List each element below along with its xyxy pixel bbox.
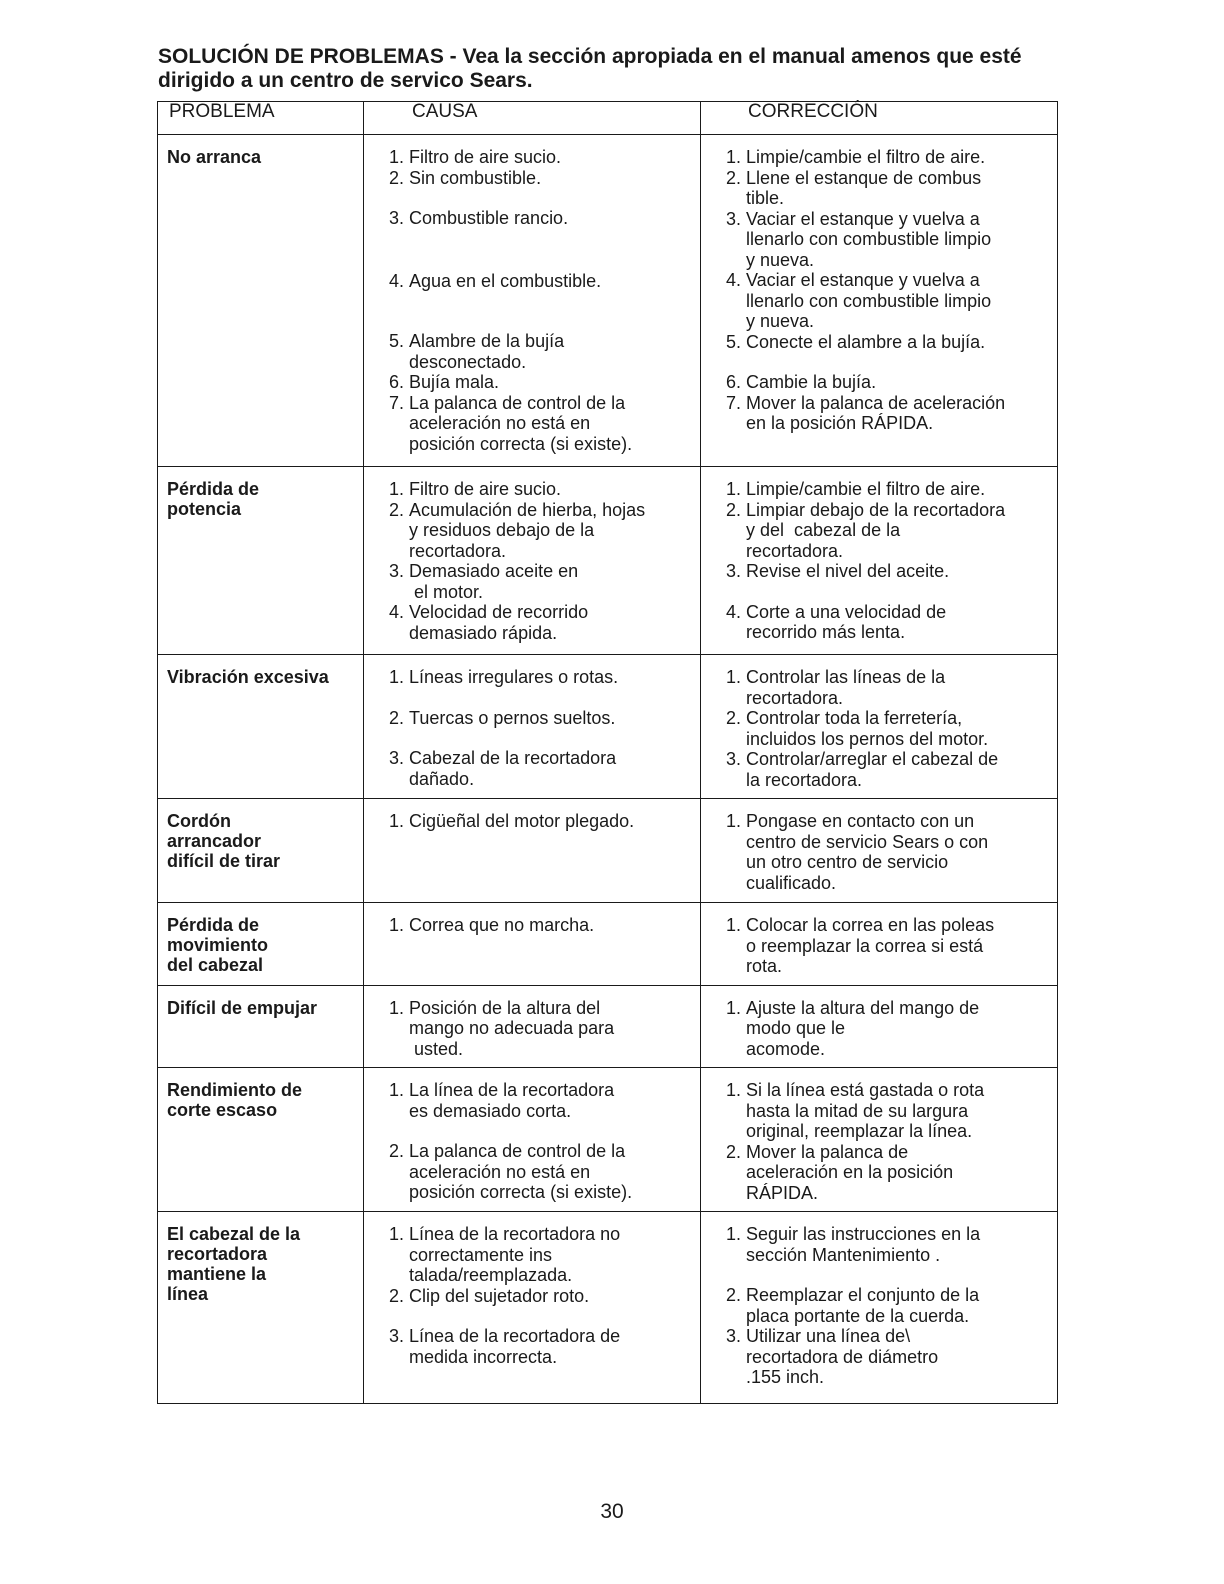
list-item <box>701 1080 1051 1142</box>
item-text <box>746 500 1051 562</box>
correction-cell <box>701 903 1058 986</box>
item-number: 3. <box>725 749 741 769</box>
list-item <box>701 168 1051 209</box>
list-item <box>364 147 694 168</box>
item-text <box>746 372 1051 393</box>
list-item <box>701 147 1051 168</box>
item-text <box>746 168 1051 209</box>
item-text <box>746 667 1051 708</box>
item-number: 2. <box>725 1285 741 1305</box>
item-line: Controlar las líneas de la <box>746 667 946 687</box>
list-item <box>364 748 694 789</box>
item-number: 1. <box>725 147 741 167</box>
page-title: SOLUCIÓN DE PROBLEMAS - Vea la sección apropiada en el manual amenos que esté dirigido a un centro de servico Sears. <box>158 45 1022 92</box>
item-number: 1. <box>388 1224 404 1244</box>
item-line: Alambre de la bujía <box>409 331 565 351</box>
item-number: 4. <box>388 270 404 291</box>
item-text <box>409 1326 694 1367</box>
item-line: y del cabezal de la <box>746 520 901 540</box>
item-line: La línea de la recortadora <box>409 1080 615 1100</box>
table-row <box>158 903 1058 986</box>
item-line: mango no adecuada para <box>409 1018 615 1038</box>
item-text <box>746 1224 1051 1265</box>
list-item <box>701 708 1051 749</box>
item-number: 1. <box>725 1224 741 1244</box>
list-item <box>701 479 1051 500</box>
problem-cell <box>158 1068 364 1212</box>
item-text <box>409 602 694 643</box>
list-item <box>364 708 694 729</box>
item-number: 1. <box>725 667 741 687</box>
item-text <box>409 147 694 168</box>
item-line: y nueva. <box>746 249 815 270</box>
item-line: Mover la palanca de <box>746 1141 909 1162</box>
item-text <box>409 1080 694 1121</box>
cause-cell <box>364 467 701 655</box>
list-item <box>364 811 694 832</box>
item-number: 7. <box>388 392 404 413</box>
item-line: Posición de la altura del <box>409 997 601 1018</box>
item-number: 3. <box>725 1326 741 1346</box>
problem-cell <box>158 467 364 655</box>
item-line: y residuos debajo de la <box>409 520 595 540</box>
item-line: posición correcta (si existe). <box>409 433 633 454</box>
item-line: Reemplazar el conjunto de la <box>746 1285 980 1305</box>
item-number: 6. <box>725 372 741 392</box>
item-text <box>409 998 694 1060</box>
list-item <box>364 602 694 643</box>
item-line: Ajuste la altura del mango de <box>746 997 980 1018</box>
item-line: sección Mantenimiento . <box>746 1244 941 1265</box>
troubleshooting-table <box>157 101 1058 1404</box>
list-item <box>364 1326 694 1367</box>
item-line: Tuercas o pernos sueltos. <box>409 707 616 728</box>
item-line: Controlar toda la ferretería, <box>746 708 963 728</box>
list-item <box>364 1141 694 1203</box>
list-item <box>701 393 1051 434</box>
list-item <box>364 393 694 455</box>
item-line: incluidos los pernos del motor. <box>746 728 989 749</box>
item-text <box>409 500 694 562</box>
cause-cell <box>364 799 701 903</box>
list-item <box>364 667 694 688</box>
page-number: 30 <box>600 1500 624 1523</box>
item-line: Línea de la recortadora no <box>409 1224 621 1244</box>
list-item <box>701 667 1051 708</box>
item-line: La palanca de control de la <box>409 1141 626 1161</box>
item-text <box>409 748 694 789</box>
item-number: 2. <box>388 499 404 520</box>
list-item <box>701 1326 1051 1388</box>
item-line: Filtro de aire sucio. <box>409 147 562 167</box>
item-text <box>409 708 694 729</box>
table-row <box>158 985 1058 1068</box>
item-line: recortadora. <box>746 687 844 708</box>
item-line: Líneas irregulares o rotas. <box>409 667 619 687</box>
correction-cell <box>701 467 1058 655</box>
header-correccion: CORRECCIÓN <box>701 102 1058 135</box>
item-text <box>409 372 694 393</box>
correction-cell <box>701 1068 1058 1212</box>
item-number: 4. <box>388 602 404 622</box>
item-number: 1. <box>388 997 404 1018</box>
item-line: medida incorrecta. <box>409 1346 558 1367</box>
item-number: 2. <box>725 167 741 188</box>
list-item <box>701 372 1051 393</box>
cause-cell <box>364 1068 701 1212</box>
list-item <box>701 561 1051 582</box>
item-line: aceleración en la posición <box>746 1162 954 1182</box>
item-line: Mover la palanca de aceleración <box>746 392 1006 413</box>
item-line: Limpie/cambie el filtro de aire. <box>746 147 986 167</box>
problem-cell <box>158 135 364 467</box>
list-item <box>701 1285 1051 1326</box>
item-number: 1. <box>388 811 404 831</box>
item-text <box>746 209 1051 271</box>
item-number: 2. <box>725 708 741 728</box>
item-line: usted. <box>409 1038 464 1059</box>
item-line: el motor. <box>409 581 484 602</box>
item-text <box>409 208 694 229</box>
item-line: Agua en el combustible. <box>409 270 602 291</box>
problem-cell <box>158 799 364 903</box>
header-causa: CAUSA <box>364 102 701 135</box>
correction-cell <box>701 799 1058 903</box>
table-body <box>158 135 1058 1404</box>
cause-cell <box>364 1212 701 1404</box>
problem-cell <box>158 903 364 986</box>
item-number: 1. <box>725 997 741 1018</box>
correction-cell <box>701 1212 1058 1404</box>
item-line: Si la línea está gastada o rota <box>746 1080 985 1100</box>
item-number: 3. <box>725 208 741 229</box>
item-line: Línea de la recortadora de <box>409 1326 621 1346</box>
item-line: Seguir las instrucciones en la <box>746 1224 981 1244</box>
item-line: la recortadora. <box>746 769 863 790</box>
item-line: es demasiado corta. <box>409 1100 572 1121</box>
item-number: 1. <box>388 1080 404 1100</box>
item-line: .155 inch. <box>746 1367 825 1387</box>
list-item <box>364 271 694 292</box>
item-line: en la posición RÁPIDA. <box>746 413 934 433</box>
item-text <box>409 168 694 189</box>
item-text <box>409 1141 694 1203</box>
item-line: Sin combustible. <box>409 167 542 188</box>
item-line: Colocar la correa en las poleas <box>746 915 995 935</box>
item-text <box>746 1080 1051 1142</box>
item-line: cualificado. <box>746 872 837 893</box>
list-item <box>364 331 694 372</box>
item-text <box>746 811 1051 893</box>
correction-cell <box>701 135 1058 467</box>
item-line: llenarlo con combustible limpio <box>746 229 992 249</box>
problem-line: difícil de tirar <box>167 851 281 871</box>
list-item <box>701 332 1051 353</box>
list-item <box>701 500 1051 562</box>
item-text <box>746 708 1051 749</box>
item-line: dañado. <box>409 768 475 789</box>
item-line: un otro centro de servicio <box>746 852 949 872</box>
item-text <box>409 915 694 936</box>
item-line: tible. <box>746 188 785 208</box>
item-text <box>409 667 694 688</box>
problem-line: El cabezal de la <box>167 1224 301 1244</box>
item-text <box>409 331 694 372</box>
item-line: recortadora. <box>746 540 844 561</box>
item-text <box>409 479 694 500</box>
item-text <box>746 393 1051 434</box>
list-item <box>701 602 1051 643</box>
table-row <box>158 135 1058 467</box>
item-text <box>409 561 694 602</box>
item-text <box>746 998 1051 1060</box>
item-line: hasta la mitad de su largura <box>746 1100 969 1121</box>
list-item <box>364 915 694 936</box>
problem-cell <box>158 655 364 799</box>
item-number: 2. <box>388 167 404 188</box>
list-item <box>364 1286 694 1307</box>
item-line: desconectado. <box>409 351 527 372</box>
item-number: 1. <box>725 811 741 831</box>
list-item <box>701 1142 1051 1204</box>
item-line: Cigüeñal del motor plegado. <box>409 811 635 831</box>
item-number: 7. <box>725 392 741 413</box>
item-number: 3. <box>725 561 741 581</box>
item-line: llenarlo con combustible limpio <box>746 290 992 311</box>
item-line: Limpiar debajo de la recortadora <box>746 499 1006 520</box>
item-number: 3. <box>388 1326 404 1346</box>
problem-line: No arranca <box>167 147 262 167</box>
item-line: rota. <box>746 956 783 976</box>
item-text <box>746 270 1051 332</box>
problem-line: arrancador <box>167 831 262 851</box>
item-line: Correa que no marcha. <box>409 915 595 935</box>
item-line: o reemplazar la correa si está <box>746 935 984 956</box>
list-item <box>364 998 694 1060</box>
cause-cell <box>364 135 701 467</box>
problem-line: movimiento <box>167 935 269 955</box>
item-text <box>746 332 1051 353</box>
item-line: modo que le <box>746 1018 846 1038</box>
item-line: RÁPIDA. <box>746 1182 819 1203</box>
item-line: acomode. <box>746 1038 826 1059</box>
item-line: recorrido más lenta. <box>746 622 906 642</box>
item-line: y nueva. <box>746 311 815 331</box>
item-number: 1. <box>725 1080 741 1100</box>
problem-line: recortadora <box>167 1244 268 1264</box>
problem-line: Vibración excesiva <box>167 667 329 687</box>
item-line: Corte a una velocidad de <box>746 601 947 622</box>
item-number: 5. <box>725 331 741 352</box>
problem-line: mantiene la <box>167 1264 267 1284</box>
item-number: 1. <box>725 915 741 935</box>
item-line: recortadora. <box>409 540 507 561</box>
table-row <box>158 799 1058 903</box>
correction-cell <box>701 655 1058 799</box>
problem-cell <box>158 985 364 1068</box>
item-line: posición correcta (si existe). <box>409 1182 633 1202</box>
table-row <box>158 467 1058 655</box>
item-text <box>746 915 1051 977</box>
item-number: 2. <box>725 1141 741 1162</box>
item-text <box>746 561 1051 582</box>
item-number: 3. <box>388 208 404 228</box>
item-line: Utilizar una línea de\ <box>746 1326 911 1346</box>
item-line: aceleración no está en <box>409 413 591 433</box>
item-line: Velocidad de recorrido <box>409 602 589 622</box>
item-number: 3. <box>388 561 404 581</box>
problem-line: potencia <box>167 499 242 519</box>
item-number: 1. <box>388 479 404 499</box>
item-line: Combustible rancio. <box>409 208 569 228</box>
item-text <box>409 271 694 292</box>
correction-cell <box>701 985 1058 1068</box>
list-item <box>364 479 694 500</box>
item-number: 3. <box>388 748 404 768</box>
table-row <box>158 655 1058 799</box>
item-number: 1. <box>725 479 741 499</box>
problem-line: del cabezal <box>167 955 264 975</box>
item-text <box>746 1285 1051 1326</box>
cause-cell <box>364 903 701 986</box>
item-line: Cabezal de la recortadora <box>409 748 617 768</box>
table-header-row <box>158 102 1058 135</box>
problem-line: línea <box>167 1284 209 1304</box>
item-number: 2. <box>388 1285 404 1306</box>
list-item <box>701 915 1051 977</box>
item-number: 4. <box>725 270 741 290</box>
list-item <box>364 168 694 189</box>
item-number: 2. <box>725 499 741 520</box>
list-item <box>364 372 694 393</box>
list-item <box>701 1224 1051 1265</box>
item-text <box>746 1142 1051 1204</box>
list-item <box>701 270 1051 332</box>
item-line: Conecte el alambre a la bujía. <box>746 331 986 352</box>
item-line: aceleración no está en <box>409 1161 591 1182</box>
item-text <box>409 811 694 832</box>
item-number: 4. <box>725 601 741 622</box>
item-number: 1. <box>388 915 404 935</box>
item-line: demasiado rápida. <box>409 622 558 643</box>
item-number: 6. <box>388 372 404 392</box>
list-item <box>364 208 694 229</box>
cause-cell <box>364 655 701 799</box>
list-item <box>364 1080 694 1121</box>
item-text <box>409 393 694 455</box>
problem-line: Cordón <box>167 811 231 831</box>
list-item <box>701 811 1051 893</box>
item-line: Acumulación de hierba, hojas <box>409 499 646 520</box>
problem-line: corte escaso <box>167 1100 278 1120</box>
item-number: 1. <box>388 147 404 167</box>
item-line: Controlar/arreglar el cabezal de <box>746 749 999 769</box>
item-number: 1. <box>388 667 404 687</box>
item-line: original, reemplazar la línea. <box>746 1121 973 1141</box>
item-number: 5. <box>388 331 404 351</box>
item-line: Demasiado aceite en <box>409 561 579 581</box>
list-item <box>701 749 1051 790</box>
header-problema: PROBLEMA <box>158 102 364 135</box>
list-item <box>364 1224 694 1286</box>
item-number: 2. <box>388 1141 404 1161</box>
item-text <box>746 1326 1051 1388</box>
item-line: recortadora de diámetro <box>746 1346 939 1367</box>
item-text <box>746 147 1051 168</box>
item-text <box>409 1286 694 1307</box>
list-item <box>364 500 694 562</box>
cause-cell <box>364 985 701 1068</box>
list-item <box>701 998 1051 1060</box>
item-line: Vaciar el estanque y vuelva a <box>746 270 980 290</box>
item-line: centro de servicio Sears o con <box>746 831 989 852</box>
item-line: Vaciar el estanque y vuelva a <box>746 208 980 229</box>
item-number: 2. <box>388 707 404 728</box>
item-line: Clip del sujetador roto. <box>409 1285 590 1306</box>
item-line: placa portante de la cuerda. <box>746 1305 970 1326</box>
problem-line: Rendimiento de <box>167 1080 303 1100</box>
item-line: Limpie/cambie el filtro de aire. <box>746 479 986 499</box>
problem-line: Pérdida de <box>167 479 260 499</box>
item-text <box>746 479 1051 500</box>
item-line: Llene el estanque de combus <box>746 167 982 188</box>
table-row <box>158 1068 1058 1212</box>
table-row <box>158 1212 1058 1404</box>
item-text <box>409 1224 694 1286</box>
item-line: correctamente ins <box>409 1244 553 1265</box>
problem-line: Difícil de empujar <box>167 997 318 1018</box>
item-line: La palanca de control de la <box>409 392 626 413</box>
list-item <box>701 209 1051 271</box>
item-line: Bujía mala. <box>409 372 500 392</box>
item-line: Revise el nivel del aceite. <box>746 561 950 581</box>
item-line: Cambie la bujía. <box>746 372 877 392</box>
problem-line: Pérdida de <box>167 915 260 935</box>
item-text <box>746 602 1051 643</box>
item-line: Pongase en contacto con un <box>746 811 975 831</box>
list-item <box>364 561 694 602</box>
item-line: talada/reemplazada. <box>409 1265 573 1285</box>
item-line: Filtro de aire sucio. <box>409 479 562 499</box>
item-text <box>746 749 1051 790</box>
problem-cell <box>158 1212 364 1404</box>
